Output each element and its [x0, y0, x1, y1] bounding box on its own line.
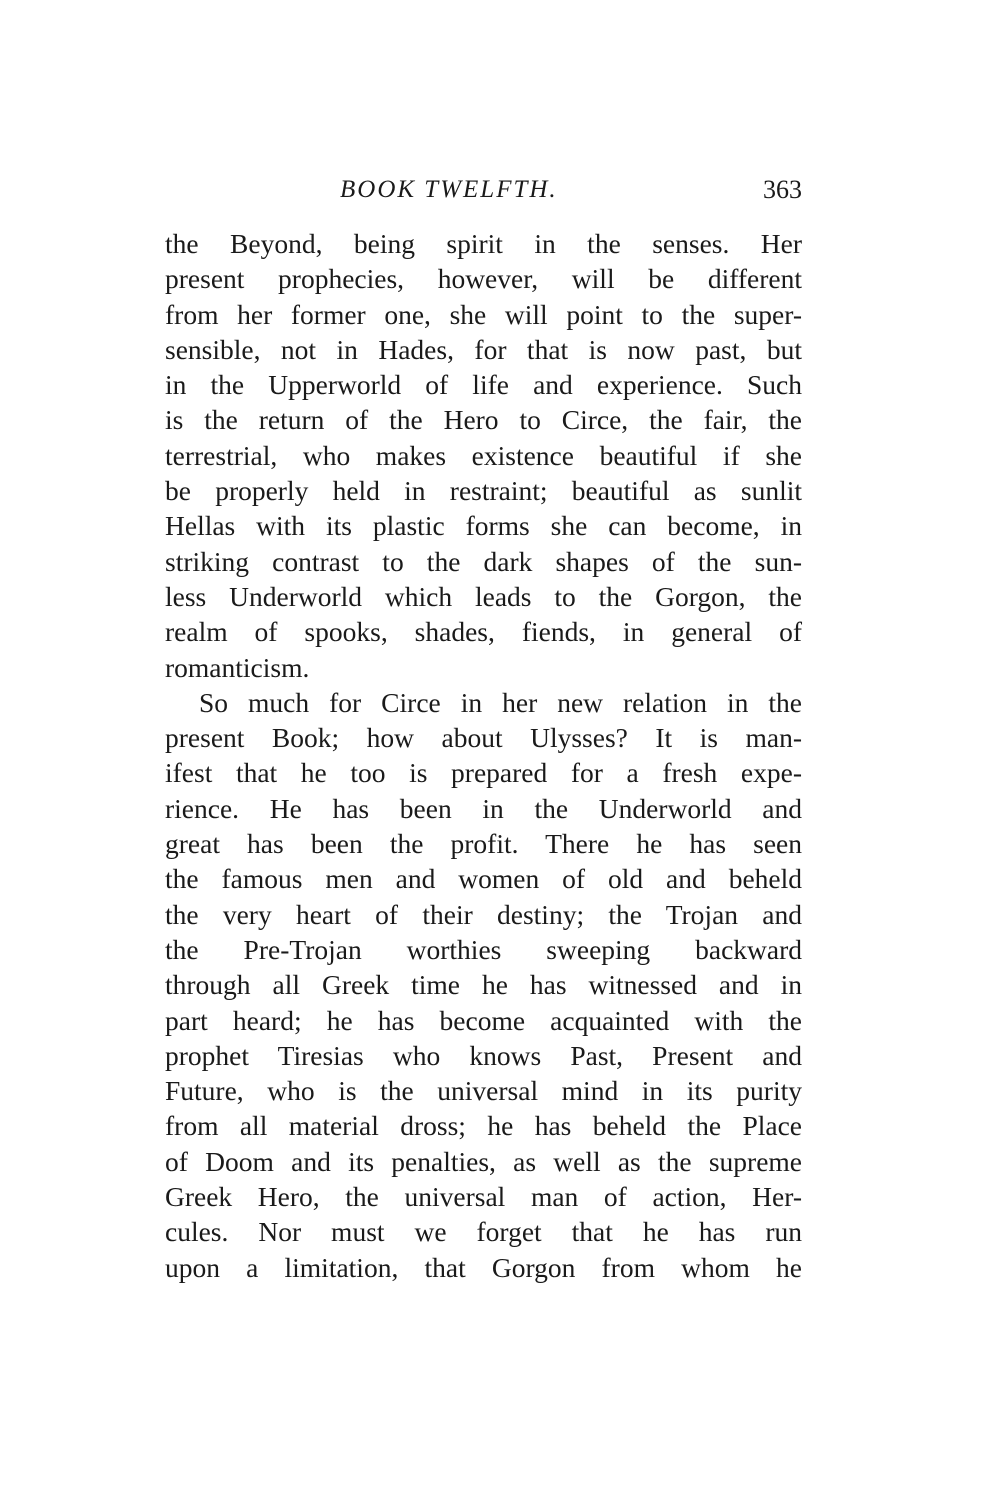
text-line: the very heart of their destiny; the Trojan and	[165, 898, 802, 930]
text-line: the famous men and women of old and beheld	[165, 863, 802, 895]
text-line: upon a limitation, that Gorgon from whom he	[165, 1251, 802, 1283]
text-line: from her former one, she will point to the super-	[165, 298, 802, 330]
text-line: ifest that he too is prepared for a fresh expe-	[165, 757, 802, 789]
text-line: So much for Circe in her new relation in the	[199, 686, 802, 718]
running-head	[165, 170, 802, 210]
text-line: Future, who is the universal mind in its purity	[165, 1075, 802, 1107]
page-number: 363	[763, 175, 802, 204]
text-line: through all Greek time he has witnessed and in	[165, 969, 802, 1001]
text-line: of Doom and its penalties, as well as the supreme	[165, 1145, 802, 1177]
text-line: part heard; he has become acquainted with the	[165, 1004, 802, 1036]
text-line: less Underworld which leads to the Gorgon, the	[165, 580, 802, 612]
text-line: striking contrast to the dark shapes of the sun-	[165, 545, 802, 577]
body-text	[165, 226, 802, 1285]
text-line: great has been the profit. There he has seen	[165, 828, 802, 860]
text-line: Hellas with its plastic forms she can become, in	[165, 510, 802, 542]
text-line: sensible, not in Hades, for that is now past, but	[165, 333, 802, 365]
text-line: cules. Nor must we forget that he has run	[165, 1216, 802, 1248]
text-line: the Beyond, being spirit in the senses. Her	[165, 228, 802, 259]
text-line: the Pre-Trojan worthies sweeping backward	[165, 933, 802, 965]
paragraph-1	[165, 226, 802, 685]
text-line: from all material dross; he has beheld the Place	[165, 1110, 802, 1142]
text-line: be properly held in restraint; beautiful as sunlit	[165, 475, 802, 507]
text-line: rience. He has been in the Underworld and	[165, 792, 802, 824]
text-line: present prophecies, however, will be different	[165, 263, 802, 295]
text-line: in the Upperworld of life and experience. Such	[165, 369, 802, 401]
text-line: prophet Tiresias who knows Past, Present and	[165, 1039, 802, 1071]
running-title: BOOK TWELFTH.	[340, 176, 558, 203]
paragraph-2	[165, 685, 802, 1285]
text-line: terrestrial, who makes existence beautiful if she	[165, 439, 802, 471]
text-line: realm of spooks, shades, fiends, in general of	[165, 616, 802, 648]
text-line: is the return of the Hero to Circe, the fair, the	[165, 404, 802, 436]
text-line: present Book; how about Ulysses? It is man-	[165, 722, 802, 754]
text-line: romanticism.	[165, 651, 310, 683]
text-line: Greek Hero, the universal man of action, Her-	[165, 1181, 802, 1213]
